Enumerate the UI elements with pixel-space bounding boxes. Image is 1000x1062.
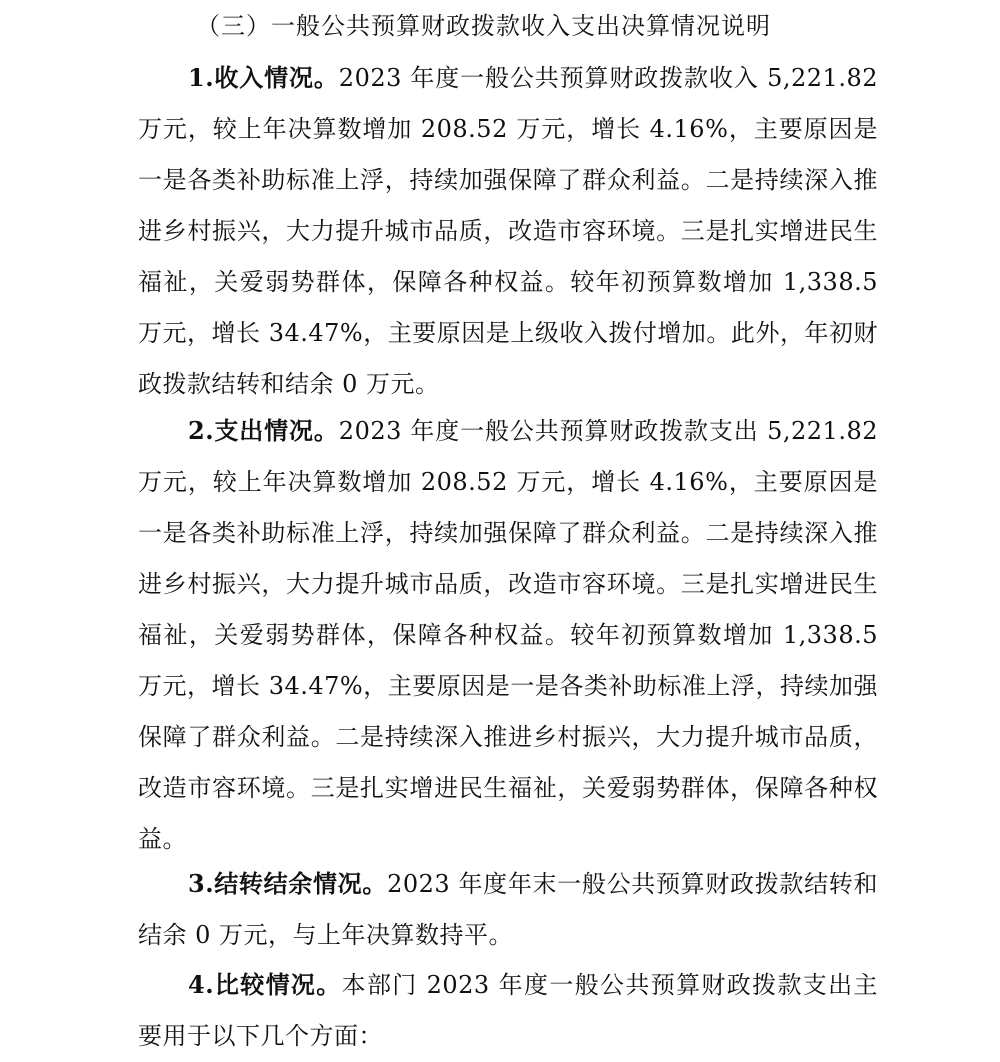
paragraph-carryover [138, 858, 878, 961]
paragraph-lead: 3.结转结余情况。 [188, 869, 388, 898]
paragraph-body: 2023 年度一般公共预算财政拨款收入 5,221.82 万元，较上年决算数增加 208.52 万元，增长 4.16%，主要原因是一是各类补助标准上浮，持续加强保障了群众利益。二是持续深入推进乡村振兴，大力提升城市品质，改造市容环境。三是扎实增进民生福祉，关爱弱势群体，保障各种权益。较年初预算数增加 1,338.5 万元，增长 34.47%，主要原因是上级收入拨付增加。此外，年初财政拨款结转和结余 0 万元。 [138, 64, 878, 398]
paragraph-expenditure [138, 405, 878, 865]
paragraph-body: 2023 年度年末一般公共预算财政拨款结转和结余 0 万元，与上年决算数持平。 [138, 870, 878, 949]
paragraph-lead: 1.收入情况。 [188, 63, 339, 92]
paragraph-body: 2023 年度一般公共预算财政拨款支出 5,221.82 万元，较上年决算数增加 208.52 万元，增长 4.16%，主要原因是一是各类补助标准上浮，持续加强保障了群众利益。二是持续深入推进乡村振兴，大力提升城市品质，改造市容环境。三是扎实增进民生福祉，关爱弱势群体，保障各种权益。较年初预算数增加 1,338.5 万元，增长 34.47%，主要原因是一是各类补助标准上浮，持续加强保障了群众利益。二是持续深入推进乡村振兴，大力提升城市品质，改造市容环境。三是扎实增进民生福祉，关爱弱势群体，保障各种权益。 [138, 417, 878, 853]
paragraph-lead: 4.比较情况。 [188, 970, 342, 999]
paragraph-comparison [138, 959, 878, 1062]
section-heading: （三）一般公共预算财政拨款收入支出决算情况说明 [196, 12, 771, 40]
paragraph-income [138, 52, 878, 410]
paragraph-lead: 2.支出情况。 [188, 416, 339, 445]
paragraph-body: 本部门 2023 年度一般公共预算财政拨款支出主要用于以下几个方面： [138, 971, 878, 1050]
